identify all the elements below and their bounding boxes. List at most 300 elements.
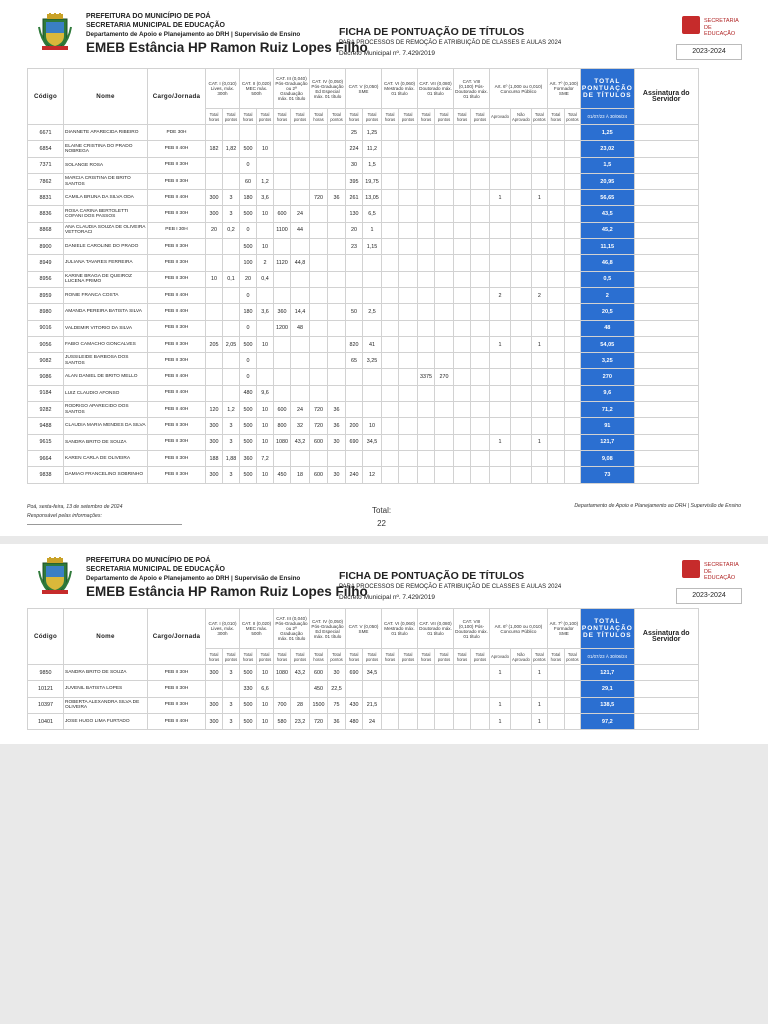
- label-nao-aprovado: Não Aprovado: [510, 109, 531, 125]
- cell-value: 10: [257, 665, 274, 681]
- org-line-1: PREFEITURA DO MUNICÍPIO DE POÁ: [86, 13, 211, 20]
- cell-total: 1,25: [580, 125, 634, 141]
- cell-value: [240, 125, 257, 141]
- cell-value: [547, 713, 564, 729]
- cell-total: 0,5: [580, 271, 634, 287]
- cell-value: [490, 157, 511, 173]
- cell-assinatura[interactable]: [634, 287, 698, 303]
- cell-value: 1100: [274, 222, 291, 238]
- label-total-horas: Total horas: [274, 109, 291, 125]
- cell-value: [223, 173, 240, 189]
- cell-value: 261: [346, 190, 363, 206]
- label-aprovado: Aprovado: [490, 649, 511, 665]
- cell-value: 224: [346, 141, 363, 157]
- cell-value: [382, 713, 399, 729]
- cell-value: 6,5: [363, 206, 382, 222]
- col-cat8: CAT. VIII (0,100) Pós-Doutorado máx. 01 título: [454, 609, 490, 649]
- cell-value: 300: [206, 418, 223, 434]
- cell-value: [418, 125, 435, 141]
- label-total-horas: Total horas: [382, 109, 399, 125]
- cell-value: 10: [257, 206, 274, 222]
- cell-value: [382, 239, 399, 255]
- cell-value: 820: [346, 336, 363, 352]
- cell-value: [435, 157, 454, 173]
- cell-assinatura[interactable]: [634, 206, 698, 222]
- cell-cargo: PEB II 30H: [148, 320, 206, 336]
- cell-total: 97,2: [580, 713, 634, 729]
- cell-codigo: 9850: [28, 665, 64, 681]
- label-total-pontos: Total pontos: [471, 649, 490, 665]
- cell-value: 20: [206, 222, 223, 238]
- cell-assinatura[interactable]: [634, 157, 698, 173]
- cell-value: [547, 681, 564, 697]
- cell-cargo: PEB II 40H: [148, 190, 206, 206]
- cell-value: 13,05: [363, 190, 382, 206]
- secretaria-logo-text: SECRETARIA DE EDUCAÇÃO: [704, 562, 739, 581]
- cell-value: 690: [346, 434, 363, 450]
- cell-value: [399, 304, 418, 320]
- cell-value: [399, 239, 418, 255]
- school-name: EMEB Estância HP Ramon Ruiz Lopes Filho: [86, 40, 368, 55]
- cell-value: [435, 271, 454, 287]
- cell-value: [531, 353, 547, 369]
- cell-value: 1: [490, 434, 511, 450]
- cell-value: [223, 681, 240, 697]
- label-total-pontos: Total pontos: [223, 649, 240, 665]
- document-title: FICHA DE PONTUAÇÃO DE TÍTULOS: [339, 570, 525, 582]
- cell-codigo: 8831: [28, 190, 64, 206]
- cell-value: [418, 713, 435, 729]
- cell-value: [547, 271, 564, 287]
- cell-assinatura[interactable]: [634, 271, 698, 287]
- cell-value: 14,4: [291, 304, 310, 320]
- cell-value: 1: [531, 697, 547, 713]
- col-cat3: CAT. III (0,040) Pós-Graduação ou 2ª Graduação máx. 01 título: [274, 69, 310, 109]
- cell-value: [490, 450, 511, 466]
- cell-value: 10: [257, 239, 274, 255]
- cell-assinatura[interactable]: [634, 141, 698, 157]
- cell-value: 600: [310, 665, 328, 681]
- cell-value: [328, 222, 346, 238]
- cell-value: [274, 271, 291, 287]
- label-total-pontos: Total pontos: [363, 109, 382, 125]
- cell-value: [471, 255, 490, 271]
- table-row: [28, 304, 767, 320]
- cell-value: 1: [531, 190, 547, 206]
- cell-assinatura[interactable]: [634, 450, 698, 466]
- col-assinatura: Assinatura do Servidor: [634, 609, 698, 665]
- cell-value: 28: [291, 697, 310, 713]
- cell-value: [310, 320, 328, 336]
- cell-value: [454, 353, 471, 369]
- cell-value: [206, 125, 223, 141]
- cell-cargo: PEB II 30H: [148, 206, 206, 222]
- cell-assinatura[interactable]: [634, 239, 698, 255]
- footer-total-label: Total:: [372, 506, 392, 515]
- cell-value: [564, 434, 580, 450]
- cell-value: [547, 353, 564, 369]
- cell-value: [399, 287, 418, 303]
- cell-value: [399, 450, 418, 466]
- footer-department: Departamento de Apoio e Planejamento ao DRH | Supervisão de Ensino: [574, 503, 741, 509]
- cell-value: [564, 320, 580, 336]
- cell-value: [531, 125, 547, 141]
- cell-value: [471, 385, 490, 401]
- cell-value: [471, 697, 490, 713]
- cell-assinatura[interactable]: [634, 320, 698, 336]
- label-total-pontos: Total pontos: [435, 649, 454, 665]
- cell-value: 36: [328, 190, 346, 206]
- cell-codigo: 8980: [28, 304, 64, 320]
- cell-value: 580: [274, 713, 291, 729]
- cell-value: [564, 287, 580, 303]
- cell-value: 300: [206, 206, 223, 222]
- table-row: [28, 467, 767, 483]
- cell-value: [382, 125, 399, 141]
- cell-assinatura[interactable]: [634, 255, 698, 271]
- cell-value: 1: [490, 665, 511, 681]
- cell-value: [435, 418, 454, 434]
- cell-value: [206, 353, 223, 369]
- cell-assinatura[interactable]: [634, 385, 698, 401]
- cell-value: 2: [257, 255, 274, 271]
- col-cargo: Cargo/Jornada: [148, 609, 206, 665]
- cell-value: 1: [531, 336, 547, 352]
- cell-value: 3: [223, 713, 240, 729]
- cell-value: [564, 222, 580, 238]
- cell-value: [399, 353, 418, 369]
- cell-cargo: PEB II 30H: [148, 255, 206, 271]
- cell-codigo: 7371: [28, 157, 64, 173]
- cell-value: 2: [531, 287, 547, 303]
- label-total-pontos: Total pontos: [291, 109, 310, 125]
- cell-nome: ANA CLAUDIA SOUZA DE OLIVEIRA VETTORACI: [64, 222, 148, 238]
- cell-value: [382, 697, 399, 713]
- cell-value: [564, 665, 580, 681]
- table-row: [28, 369, 767, 385]
- cell-assinatura[interactable]: [634, 697, 698, 713]
- cell-value: [382, 665, 399, 681]
- cell-value: [564, 467, 580, 483]
- cell-value: 36: [328, 402, 346, 418]
- cell-value: [274, 369, 291, 385]
- cell-assinatura[interactable]: [634, 304, 698, 320]
- col-art6: Art. 6º (1,000 ou 0,010) Concurso Público: [490, 69, 548, 109]
- cell-value: [531, 467, 547, 483]
- cell-value: [418, 697, 435, 713]
- cell-value: [328, 320, 346, 336]
- cell-value: [531, 681, 547, 697]
- cell-value: 200: [346, 418, 363, 434]
- cell-cargo: PEB II 40H: [148, 141, 206, 157]
- label-total-pontos: Total pontos: [363, 649, 382, 665]
- cell-value: [399, 665, 418, 681]
- cell-assinatura[interactable]: [634, 353, 698, 369]
- cell-value: [564, 369, 580, 385]
- cell-value: [328, 304, 346, 320]
- cell-value: [346, 369, 363, 385]
- cell-value: 3: [223, 467, 240, 483]
- cell-value: [454, 287, 471, 303]
- cell-value: [328, 369, 346, 385]
- cell-cargo: PEB II 30H: [148, 157, 206, 173]
- cell-value: [399, 467, 418, 483]
- cell-value: 44,8: [291, 255, 310, 271]
- cell-value: [490, 467, 511, 483]
- cell-value: [454, 450, 471, 466]
- cell-value: [435, 287, 454, 303]
- cell-value: [382, 206, 399, 222]
- cell-value: [454, 467, 471, 483]
- cell-value: [510, 157, 531, 173]
- cell-value: 600: [274, 206, 291, 222]
- label-total-pontos: Total pontos: [564, 109, 580, 125]
- cell-value: 23,2: [291, 713, 310, 729]
- cell-value: [310, 141, 328, 157]
- col-total: TOTAL PONTUAÇÃO DE TÍTULOS: [580, 609, 634, 649]
- cell-value: [490, 681, 511, 697]
- cell-value: [399, 418, 418, 434]
- cell-value: [274, 681, 291, 697]
- cell-cargo: PEB II 30H: [148, 467, 206, 483]
- cell-assinatura[interactable]: [634, 402, 698, 418]
- cell-value: [310, 271, 328, 287]
- page-header: [0, 0, 768, 66]
- label-total-horas: Total horas: [547, 649, 564, 665]
- cell-value: 36: [328, 418, 346, 434]
- col-cat5: CAT. V (0,050) SME: [346, 69, 382, 109]
- table-row: [28, 141, 767, 157]
- col-cat7: CAT. VII (0,080) Doutorado máx. 01 título: [418, 69, 454, 109]
- cell-value: [310, 369, 328, 385]
- cell-value: [547, 173, 564, 189]
- cell-total: 20,95: [580, 173, 634, 189]
- cell-assinatura[interactable]: [634, 467, 698, 483]
- cell-nome: ROBERTA ALEXANDRA SILVA DE OLIVEIRA: [64, 697, 148, 713]
- cell-value: [382, 190, 399, 206]
- cell-value: [454, 222, 471, 238]
- cell-assinatura[interactable]: [634, 336, 698, 352]
- cell-assinatura[interactable]: [634, 222, 698, 238]
- cell-value: 3: [223, 434, 240, 450]
- cell-value: [418, 287, 435, 303]
- label-total-pontos: Total pontos: [435, 109, 454, 125]
- cell-assinatura[interactable]: [634, 173, 698, 189]
- col-cat4: CAT. IV (0,050) Pós-Graduação Ed Especial máx. 01 título: [310, 69, 346, 109]
- cell-value: [206, 320, 223, 336]
- table-row: [28, 434, 767, 450]
- table-row: [28, 239, 767, 255]
- cell-value: 450: [274, 467, 291, 483]
- cell-assinatura[interactable]: [634, 190, 698, 206]
- cell-codigo: 8956: [28, 271, 64, 287]
- cell-value: [399, 125, 418, 141]
- col-art6: Art. 6º (1,000 ou 0,010) Concurso Público: [490, 609, 548, 649]
- cell-value: [223, 320, 240, 336]
- cell-value: [547, 239, 564, 255]
- cell-value: 2,05: [223, 336, 240, 352]
- cell-value: [454, 418, 471, 434]
- cell-value: 50: [346, 304, 363, 320]
- cell-value: 500: [240, 239, 257, 255]
- cell-value: 500: [240, 402, 257, 418]
- cell-value: [547, 450, 564, 466]
- cell-value: [328, 271, 346, 287]
- cell-value: [510, 450, 531, 466]
- cell-value: [490, 222, 511, 238]
- cell-value: [418, 450, 435, 466]
- cell-value: [399, 385, 418, 401]
- cell-value: 3,25: [363, 353, 382, 369]
- cell-value: 19,75: [363, 173, 382, 189]
- cell-value: [435, 402, 454, 418]
- cell-assinatura[interactable]: [634, 713, 698, 729]
- cell-value: 1080: [274, 665, 291, 681]
- school-name: EMEB Estância HP Ramon Ruiz Lopes Filho: [86, 584, 368, 599]
- cell-value: [471, 222, 490, 238]
- cell-value: [454, 190, 471, 206]
- cell-value: [363, 385, 382, 401]
- cell-cargo: PEB II 30H: [148, 418, 206, 434]
- cell-value: [257, 222, 274, 238]
- cell-value: [399, 369, 418, 385]
- cell-value: [531, 369, 547, 385]
- cell-value: 3: [223, 206, 240, 222]
- cell-value: 500: [240, 206, 257, 222]
- cell-value: [547, 369, 564, 385]
- cell-value: 130: [346, 206, 363, 222]
- label-total-horas: Total horas: [454, 649, 471, 665]
- cell-value: [382, 353, 399, 369]
- table-row: [28, 222, 767, 238]
- cell-total: 71,2: [580, 402, 634, 418]
- cell-value: [435, 434, 454, 450]
- col-nome: Nome: [64, 69, 148, 125]
- cell-value: [471, 336, 490, 352]
- cell-value: [471, 287, 490, 303]
- cell-value: [471, 418, 490, 434]
- cell-value: [310, 157, 328, 173]
- cell-value: 1: [363, 222, 382, 238]
- cell-value: [399, 402, 418, 418]
- cell-value: [531, 385, 547, 401]
- cell-value: 10: [257, 141, 274, 157]
- cell-value: [418, 681, 435, 697]
- cell-value: 180: [240, 304, 257, 320]
- cell-value: 1: [531, 665, 547, 681]
- cell-assinatura[interactable]: [634, 681, 698, 697]
- cell-value: [547, 287, 564, 303]
- table-row: [28, 173, 767, 189]
- document-subtitle: PARA PROCESSOS DE REMOÇÃO E ATRIBUIÇÃO DE CLASSES E AULAS 2024: [339, 584, 562, 590]
- document-subtitle: PARA PROCESSOS DE REMOÇÃO E ATRIBUIÇÃO DE CLASSES E AULAS 2024: [339, 40, 562, 46]
- cell-value: [435, 222, 454, 238]
- cell-value: [363, 255, 382, 271]
- cell-value: 1: [490, 190, 511, 206]
- col-cat1: CAT. I (0,010) Lives, máx. 300h: [206, 609, 240, 649]
- col-cat8: CAT. VIII (0,100) Pós-Doutorado máx. 01 título: [454, 69, 490, 109]
- label-total-pontos: Total pontos: [471, 109, 490, 125]
- cell-value: [274, 141, 291, 157]
- cell-value: [471, 271, 490, 287]
- cell-codigo: 9664: [28, 450, 64, 466]
- label-total-horas: Total horas: [206, 649, 223, 665]
- table-row: [28, 697, 767, 713]
- cell-value: [418, 173, 435, 189]
- cell-value: [490, 418, 511, 434]
- school-year: 2023-2024: [676, 588, 742, 604]
- cell-value: [435, 467, 454, 483]
- cell-value: [435, 320, 454, 336]
- decree-reference: Decreto Municipal nº. 7.429/2019: [339, 594, 435, 601]
- cell-value: [490, 353, 511, 369]
- cell-value: [531, 141, 547, 157]
- cell-value: [382, 222, 399, 238]
- cell-nome: ELAINE CRISTINA DO PRADO NOBREGA: [64, 141, 148, 157]
- cell-value: [454, 271, 471, 287]
- cell-value: [328, 255, 346, 271]
- cell-value: [399, 336, 418, 352]
- cell-codigo: 9016: [28, 320, 64, 336]
- table-row: [28, 125, 767, 141]
- cell-value: [454, 402, 471, 418]
- cell-assinatura[interactable]: [634, 665, 698, 681]
- cell-value: 450: [310, 681, 328, 697]
- col-nome: Nome: [64, 609, 148, 665]
- cell-value: 720: [310, 190, 328, 206]
- cell-assinatura[interactable]: [634, 418, 698, 434]
- cell-assinatura[interactable]: [634, 125, 698, 141]
- cell-value: [223, 239, 240, 255]
- cell-value: 3,6: [257, 190, 274, 206]
- cell-assinatura[interactable]: [634, 369, 698, 385]
- coat-of-arms-icon: [38, 13, 72, 51]
- cell-value: [328, 206, 346, 222]
- cell-value: [454, 713, 471, 729]
- cell-value: 30: [328, 467, 346, 483]
- cell-value: [454, 434, 471, 450]
- cell-value: [291, 173, 310, 189]
- cell-cargo: PEB II 30H: [148, 434, 206, 450]
- cell-codigo: 6671: [28, 125, 64, 141]
- cell-value: [206, 681, 223, 697]
- cell-value: [346, 450, 363, 466]
- cell-value: [531, 271, 547, 287]
- col-cat2: CAT. II (0,020) MEC máx. 500h: [240, 69, 274, 109]
- cell-value: [399, 206, 418, 222]
- cell-value: [206, 369, 223, 385]
- cell-value: 1: [531, 713, 547, 729]
- cell-nome: KARINE BRAGA DE QUEIROZ LUCENA PRIMO: [64, 271, 148, 287]
- col-cat5: CAT. V (0,050) SME: [346, 609, 382, 649]
- cell-value: [435, 255, 454, 271]
- cell-cargo: PEB II 40H: [148, 287, 206, 303]
- cell-value: 1120: [274, 255, 291, 271]
- col-art7: Art. 7º (0,100) Formador SME: [547, 69, 580, 109]
- cell-value: [363, 369, 382, 385]
- cell-value: 32: [291, 418, 310, 434]
- cell-value: 120: [206, 402, 223, 418]
- cell-value: [418, 304, 435, 320]
- cell-assinatura[interactable]: [634, 434, 698, 450]
- cell-value: [382, 385, 399, 401]
- footer-date: Poá, sexta-feira, 13 de setembro de 2024: [27, 504, 123, 510]
- label-total-horas: Total horas: [206, 109, 223, 125]
- cell-value: 10: [257, 336, 274, 352]
- cell-cargo: PEB II 30H: [148, 239, 206, 255]
- cell-value: 1: [490, 336, 511, 352]
- cell-value: [510, 271, 531, 287]
